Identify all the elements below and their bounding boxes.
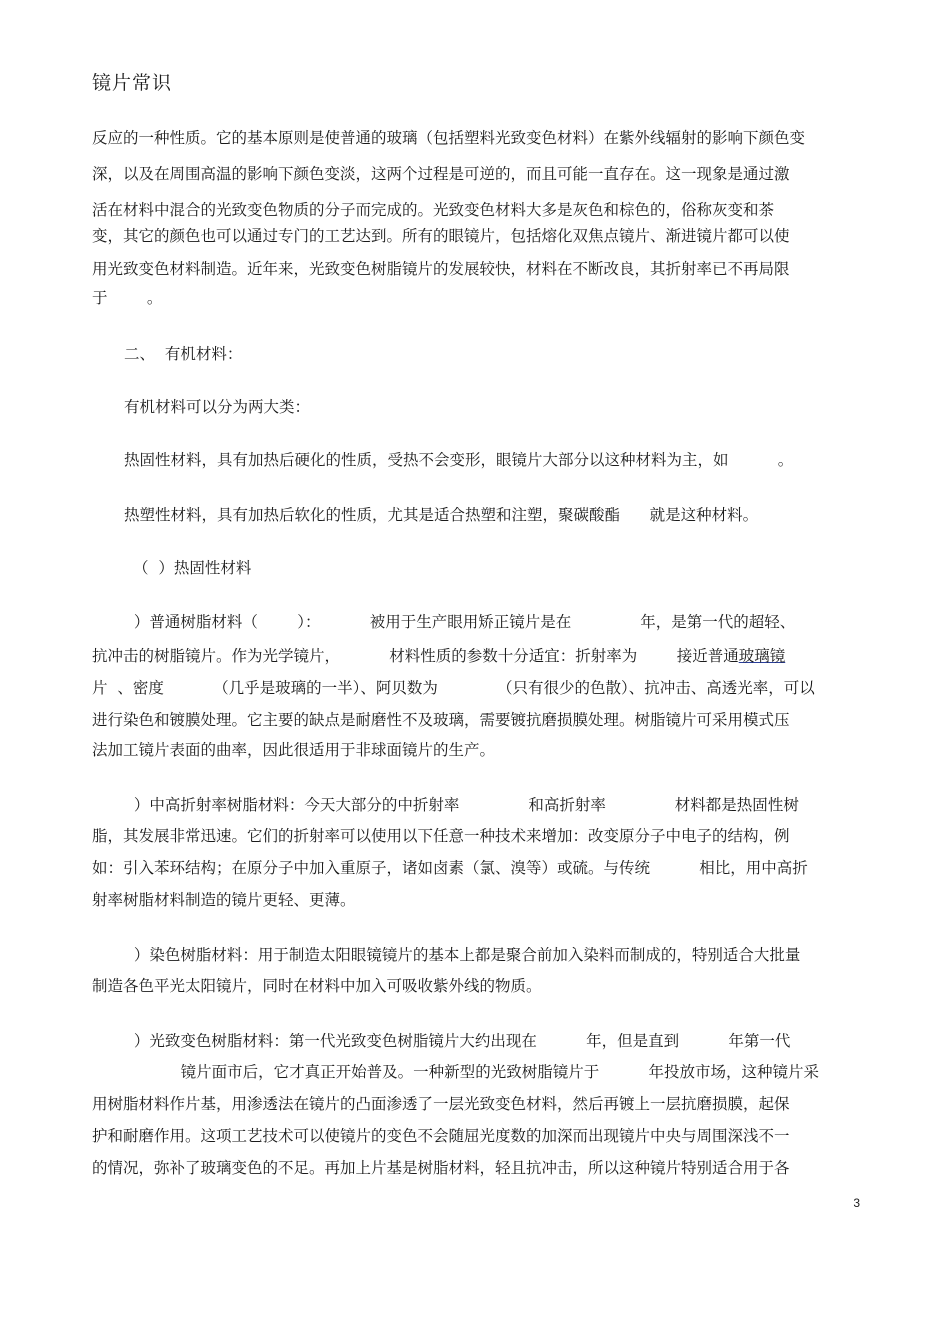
section-heading: 二、 有机材料： xyxy=(124,345,243,363)
text-line: 热固性材料，具有加热后硬化的性质，受热不会变形，眼镜片大部分以这种材料为主，如 。 xyxy=(124,451,794,469)
text-line: 热塑性材料，具有加热后软化的性质，尤其是适合热塑和注塑，聚碳酸酯 就是这种材料。 xyxy=(124,506,759,524)
page-header: 镜片常识 xyxy=(92,72,173,94)
text-line: 深，以及在周围高温的影响下颜色变淡，这两个过程是可逆的，而且可能一直存在。这一现象是通过激 xyxy=(92,165,790,183)
page-number: 3 xyxy=(853,1196,860,1210)
text-line: 用光致变色材料制造。近年来，光致变色树脂镜片的发展较快，材料在不断改良，其折射率已不再局限 xyxy=(92,260,790,278)
text-line: 进行染色和镀膜处理。它主要的缺点是耐磨性不及玻璃，需要镀抗磨损膜处理。树脂镜片可采用模式压 xyxy=(92,711,790,729)
text-line: 如：引入苯环结构；在原分子中加入重原子，诸如卤素（氯、溴等）或硫。与传统 相比，用中高折 xyxy=(92,859,808,877)
text-line: 用树脂材料作片基，用渗透法在镜片的凸面渗透了一层光致变色材料，然后再镀上一层抗磨损膜，起保 xyxy=(92,1095,790,1113)
text-line: 法加工镜片表面的曲率，因此很适用于非球面镜片的生产。 xyxy=(92,741,496,759)
text-line: 脂，其发展非常迅速。它们的折射率可以使用以下任意一种技术来增加：改变原分子中电子的结构，例 xyxy=(92,827,790,845)
text-line: 护和耐磨作用。这项工艺技术可以使镜片的变色不会随屈光度数的加深而出现镜片中央与周围深浅不一 xyxy=(92,1127,790,1145)
text-line: ）中高折射率树脂材料：今天大部分的中折射率 和高折射率 材料都是热固性树 xyxy=(124,796,799,814)
text-line xyxy=(92,646,785,666)
text-line: ）光致变色树脂材料：第一代光致变色树脂镜片大约出现在 年，但是直到 年第一代 xyxy=(124,1032,791,1050)
text-line: 射率树脂材料制造的镜片更轻、更薄。 xyxy=(92,891,356,909)
text-line: ）普通树脂材料（ ）： 被用于生产眼用矫正镜片是在 年，是第一代的超轻、 xyxy=(124,613,796,631)
text-line: 制造各色平光太阳镜片，同时在材料中加入可吸收紫外线的物质。 xyxy=(92,977,542,995)
text-line: 镜片面市后，它才真正开始普及。一种新型的光致树脂镜片于 年投放市场，这种镜片采 xyxy=(92,1063,819,1081)
text-line: 于 。 xyxy=(92,289,163,307)
text-line: 变，其它的颜色也可以通过专门的工艺达到。所有的眼镜片，包括熔化双焦点镜片、渐进镜片都可以使 xyxy=(92,227,790,245)
text-line: 片 、密度 （几乎是玻璃的一半）、阿贝数为 （只有很少的色散）、抗冲击、高透光率，可以 xyxy=(92,679,815,697)
text-line: 活在材料中混合的光致变色物质的分子而完成的。光致变色材料大多是灰色和棕色的，俗称灰变和茶 xyxy=(92,201,775,219)
text-line: ）染色树脂材料：用于制造太阳眼镜镜片的基本上都是聚合前加入染料而制成的，特别适合大批量 xyxy=(124,946,801,964)
text-segment: 抗冲击的树脂镜片。作为光学镜片， 材料性质的参数十分适宜：折射率为 接近普通 xyxy=(92,647,739,665)
text-line: 反应的一种性质。它的基本原则是使普通的玻璃（包括塑料光致变色材料）在紫外线辐射的影响下颜色变 xyxy=(92,129,806,147)
subsection-heading: （ ）热固性材料 xyxy=(133,559,252,577)
text-line: 的情况，弥补了玻璃变色的不足。再加上片基是树脂材料，轻且抗冲击，所以这种镜片特别适合用于各 xyxy=(92,1159,790,1177)
text-line: 有机材料可以分为两大类： xyxy=(124,398,311,416)
glass-lens-link[interactable]: 玻璃镜 xyxy=(738,647,786,665)
